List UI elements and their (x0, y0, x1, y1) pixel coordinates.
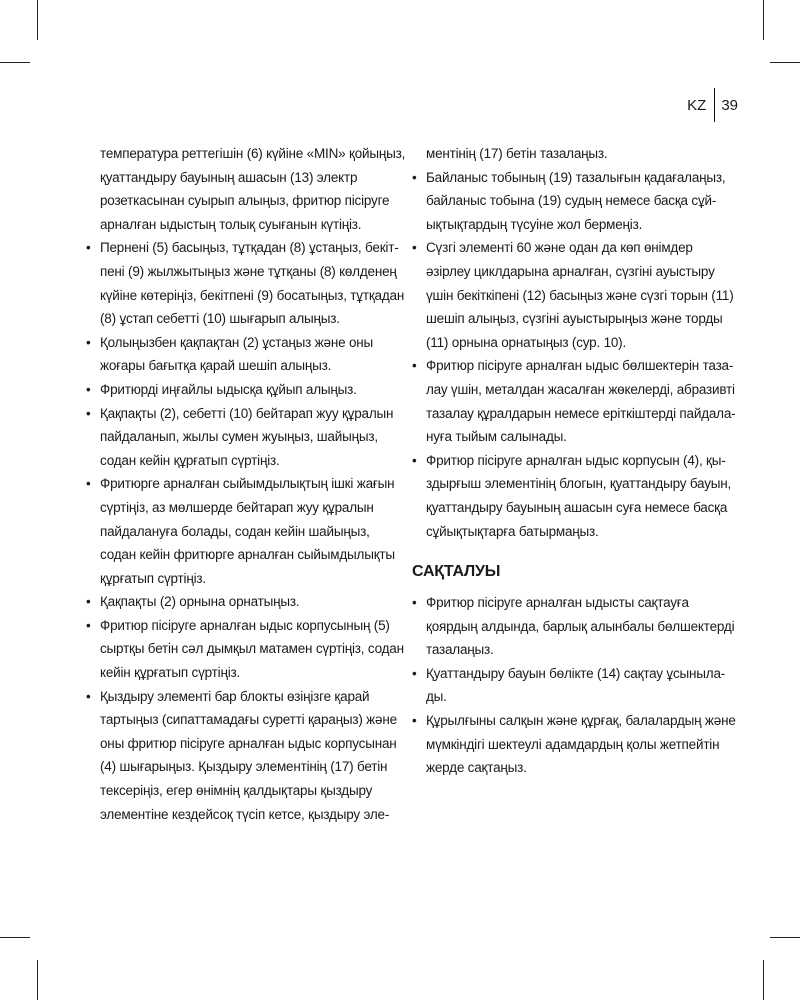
text-line: ықтықтардың түсуіне жол бермеңіз. (426, 216, 643, 232)
text-line: қоярдың алдында, барлық алынбалы бөлшектерді (426, 618, 735, 634)
text-line: (11) орнына орнатыңыз (сур. 10). (426, 334, 627, 350)
text-line: пайдаланып, жылы сумен жуыңыз, шайыңыз, (100, 429, 378, 445)
text-line: • Қуаттандыру бауын бөлікте (14) сақтау ұсыныла- (426, 665, 726, 681)
text-line: сүртіңіз, аз мөлшерде бейтарап жуу құралын (100, 499, 374, 515)
text-line: күйіне көтеріңіз, бекітпені (9) босатыңыз, тұтқадан (100, 287, 405, 303)
bullet-item (412, 236, 734, 354)
text-line: • Қақпақты (2) орнына орнатыңыз. (100, 594, 300, 610)
text-line: (4) шығарыңыз. Қыздыру элементінің (17) бетін (100, 759, 388, 775)
crop-mark (763, 960, 764, 1000)
crop-mark (770, 937, 800, 938)
text-line: жерде сақтаңыз. (426, 760, 527, 776)
text-line: элементіне кездейсоқ түсіп кетсе, қыздыру эле- (100, 806, 390, 822)
crop-mark (0, 937, 30, 938)
text-line: • Фритюрге арналған сыйымдылықтың ішкі жағын (100, 476, 395, 492)
text-line: сұйықтықтарға батырмаңыз. (426, 523, 599, 539)
crop-mark (763, 0, 764, 40)
bullet-item (86, 402, 394, 473)
text-line: • Сүзгі элементі 60 және одан да көп өнімдер (426, 240, 693, 256)
text-line: розеткасынан суырып алыңыз, фритюр пісіруге (100, 193, 390, 209)
bullet-item (86, 590, 386, 614)
text-line: • Қолыңызбен қақпақтан (2) ұстаңыз және оны (100, 334, 374, 350)
text-line: • Құрылғыны салқын және құрғақ, балалардың және (426, 713, 736, 729)
text-line: • Фритюр пісіруге арналған ыдыс бөлшектерін таза- (426, 358, 734, 374)
text-line: әзірлеу циклдарына арналған, сүзгіні ауыстыру (426, 263, 715, 279)
text-line: кейін құрғатып сүртіңіз. (100, 665, 241, 681)
text-line: • Байланыс тобының (19) тазалығын қадағалаңыз, (426, 169, 726, 185)
text-line: тазалау құралдарын немесе еріткіштерді пайдала- (426, 405, 736, 421)
text-line: қуаттандыру бауының ашасын суға немесе басқа (426, 499, 728, 515)
right-column (412, 142, 736, 780)
text-line: ды. (426, 689, 447, 705)
text-line: • Фритюр пісіруге арналған ыдысты сақтауға (426, 595, 689, 611)
page-number: 39 (721, 96, 738, 114)
text-line: сыртқы бетін сәл дымқыл матамен сүртіңіз, содан (100, 641, 404, 657)
language-code: KZ (687, 96, 707, 114)
bullet-item (86, 331, 386, 378)
text-line: пайдалануға болады, содан кейін шайыңыз, (100, 523, 370, 539)
bullet-item (412, 449, 732, 543)
section-heading: САҚТАЛУЫ (412, 563, 501, 581)
bullet-item (412, 591, 735, 662)
text-line: ментінің (17) бетін тазалаңыз. (426, 146, 608, 161)
bullet-item (86, 378, 386, 402)
text-line: • Қыздыру элементі бар блокты өзіңізге қарай (100, 688, 370, 704)
continuation-paragraph (86, 142, 406, 236)
text-line: • Фритюр пісіруге арналған ыдыс корпусын (4), қы- (426, 452, 726, 468)
text-line: • Фритюрді иңғайлы ыдысқа құйып алыңыз. (100, 381, 357, 397)
bullet-item (412, 662, 726, 709)
text-line: здырғыш элементінің блогын, қуаттандыру бауын, (426, 476, 732, 492)
bullet-item (86, 236, 405, 330)
text-line: • Фритюр пісіруге арналған ыдыс корпусының (5) (100, 617, 390, 633)
bullet-item (86, 472, 395, 590)
text-line: тазалаңыз. (426, 642, 494, 658)
text-line: үшін бекіткіпені (12) басыңыз және сүзгі торын (11) (426, 287, 734, 303)
text-line: содан кейін құрғатып сүртіңіз. (100, 452, 280, 468)
bullet-item (86, 685, 397, 827)
text-line: қуаттандыру бауының ашасын (13) электр (100, 169, 358, 185)
page-header (687, 88, 738, 122)
text-line: содан кейін фритюрге арналған сыйымдылықты (100, 547, 395, 563)
text-line: (8) ұстап себетті (10) шығарып алыңыз. (100, 311, 340, 327)
crop-mark (37, 960, 38, 1000)
bullet-item (412, 709, 736, 780)
bullet-item (86, 614, 404, 685)
text-line: оны фритюр пісіруге арналған ыдыс корпусынан (100, 735, 397, 751)
bullet-item (412, 166, 726, 237)
crop-mark (770, 62, 800, 63)
text-line: арналған ыдыстың толық суығанын күтіңіз. (100, 216, 362, 232)
text-line: тартыңыз (сипаттамадағы суретті қараңыз) және (100, 712, 397, 728)
text-line: нуға тыйым салынады. (426, 429, 567, 445)
text-line: мүмкіндігі шектеулі адамдардың қолы жетпейтін (426, 736, 720, 752)
continuation-paragraph (412, 142, 718, 166)
text-line: пені (9) жылжытыңыз және тұтқаны (8) көлденең (100, 263, 397, 279)
text-line: жоғары бағытқа қарай шешіп алыңыз. (100, 358, 332, 374)
text-line: • Пернені (5) басыңыз, тұтқадан (8) ұстаңыз, бекіт- (100, 240, 399, 256)
text-line: шешіп алыңыз, сүзгіні ауыстырыңыз және торды (426, 311, 723, 327)
crop-mark (37, 0, 38, 40)
text-line: • Қақпақты (2), себетті (10) бейтарап жуу құралын (100, 405, 394, 421)
text-line: байланыс тобына (19) судың немесе басқа сұй- (426, 193, 717, 209)
text-line: температура реттегішін (6) күйіне «MIN» қойыңыз, (100, 146, 406, 161)
crop-mark (0, 62, 30, 63)
text-line: тексеріңіз, егер өнімнің қалдықтары қыздыру (100, 783, 373, 799)
bullet-item (412, 354, 736, 448)
text-line: құрғатып сүртіңіз. (100, 570, 206, 586)
left-column (86, 142, 406, 826)
text-line: лау үшін, металдан жасалған жөкелерді, абразивті (426, 381, 735, 397)
